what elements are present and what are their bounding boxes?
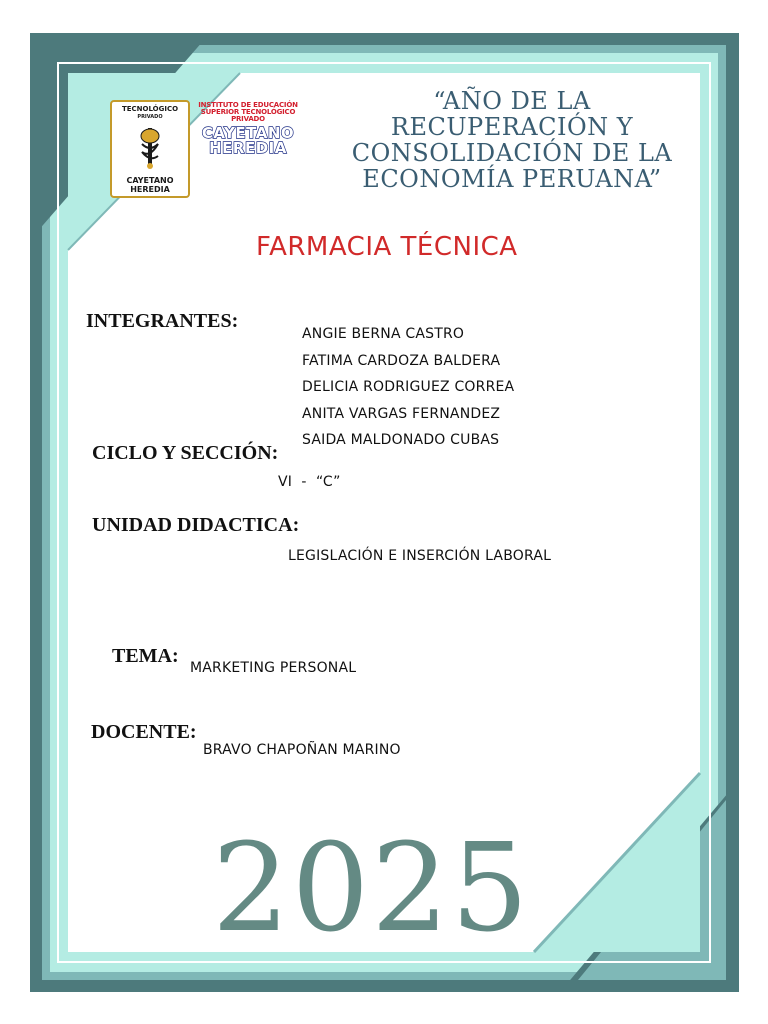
member-name: FATIMA CARDOZA BALDERA [302, 352, 501, 369]
institute-wordmark [192, 102, 304, 156]
institute-line2: SUPERIOR TECNOLÓGICO [200, 108, 296, 116]
year-motto-line: CONSOLIDACIÓN DE LA [351, 139, 673, 167]
year-motto-line: “AÑO DE LA [433, 87, 591, 115]
ciclo-label: CICLO Y SECCIÓN: [92, 442, 279, 464]
tema-value: MARKETING PERSONAL [190, 660, 357, 676]
unidad-value: LEGISLACIÓN E INSERCIÓN LABORAL [288, 548, 552, 564]
year-motto-line: RECUPERACIÓN Y [390, 113, 634, 141]
year-number: 2025 [212, 817, 531, 959]
docente-label: DOCENTE: [91, 721, 197, 743]
year-motto-line: ECONOMÍA PERUANA” [362, 165, 662, 193]
institute-name1: CAYETANO [201, 124, 295, 142]
docente-value: BRAVO CHAPOÑAN MARINO [203, 742, 401, 758]
institute-line3: PRIVADO [231, 115, 265, 123]
tema-label: TEMA: [112, 645, 179, 667]
member-name: DELICIA RODRIGUEZ CORREA [302, 379, 515, 395]
college-logo [110, 100, 190, 198]
member-name: ANGIE BERNA CASTRO [302, 326, 465, 342]
logo-arc-text: CAYETANO HEREDIA [126, 176, 174, 194]
year-motto [334, 88, 690, 192]
member-name: SAIDA MALDONADO CUBAS [302, 432, 500, 448]
logo-sub-text: PRIVADO [137, 114, 163, 120]
institute-name2: HEREDIA [209, 139, 287, 157]
member-name: ANITA VARGAS FERNANDEZ [302, 405, 501, 422]
unidad-label: UNIDAD DIDACTICA: [92, 514, 300, 536]
logo-top-text: TECNOLÓGICO [121, 105, 179, 113]
course-title: FARMACIA TÉCNICA [256, 232, 518, 262]
institute-line1: INSTITUTO DE EDUCACIÓN [198, 101, 298, 109]
members-list [302, 321, 514, 454]
ciclo-value: VI - “C” [278, 474, 341, 490]
caduceus-icon [137, 126, 163, 170]
integrantes-label: INTEGRANTES: [86, 310, 239, 332]
